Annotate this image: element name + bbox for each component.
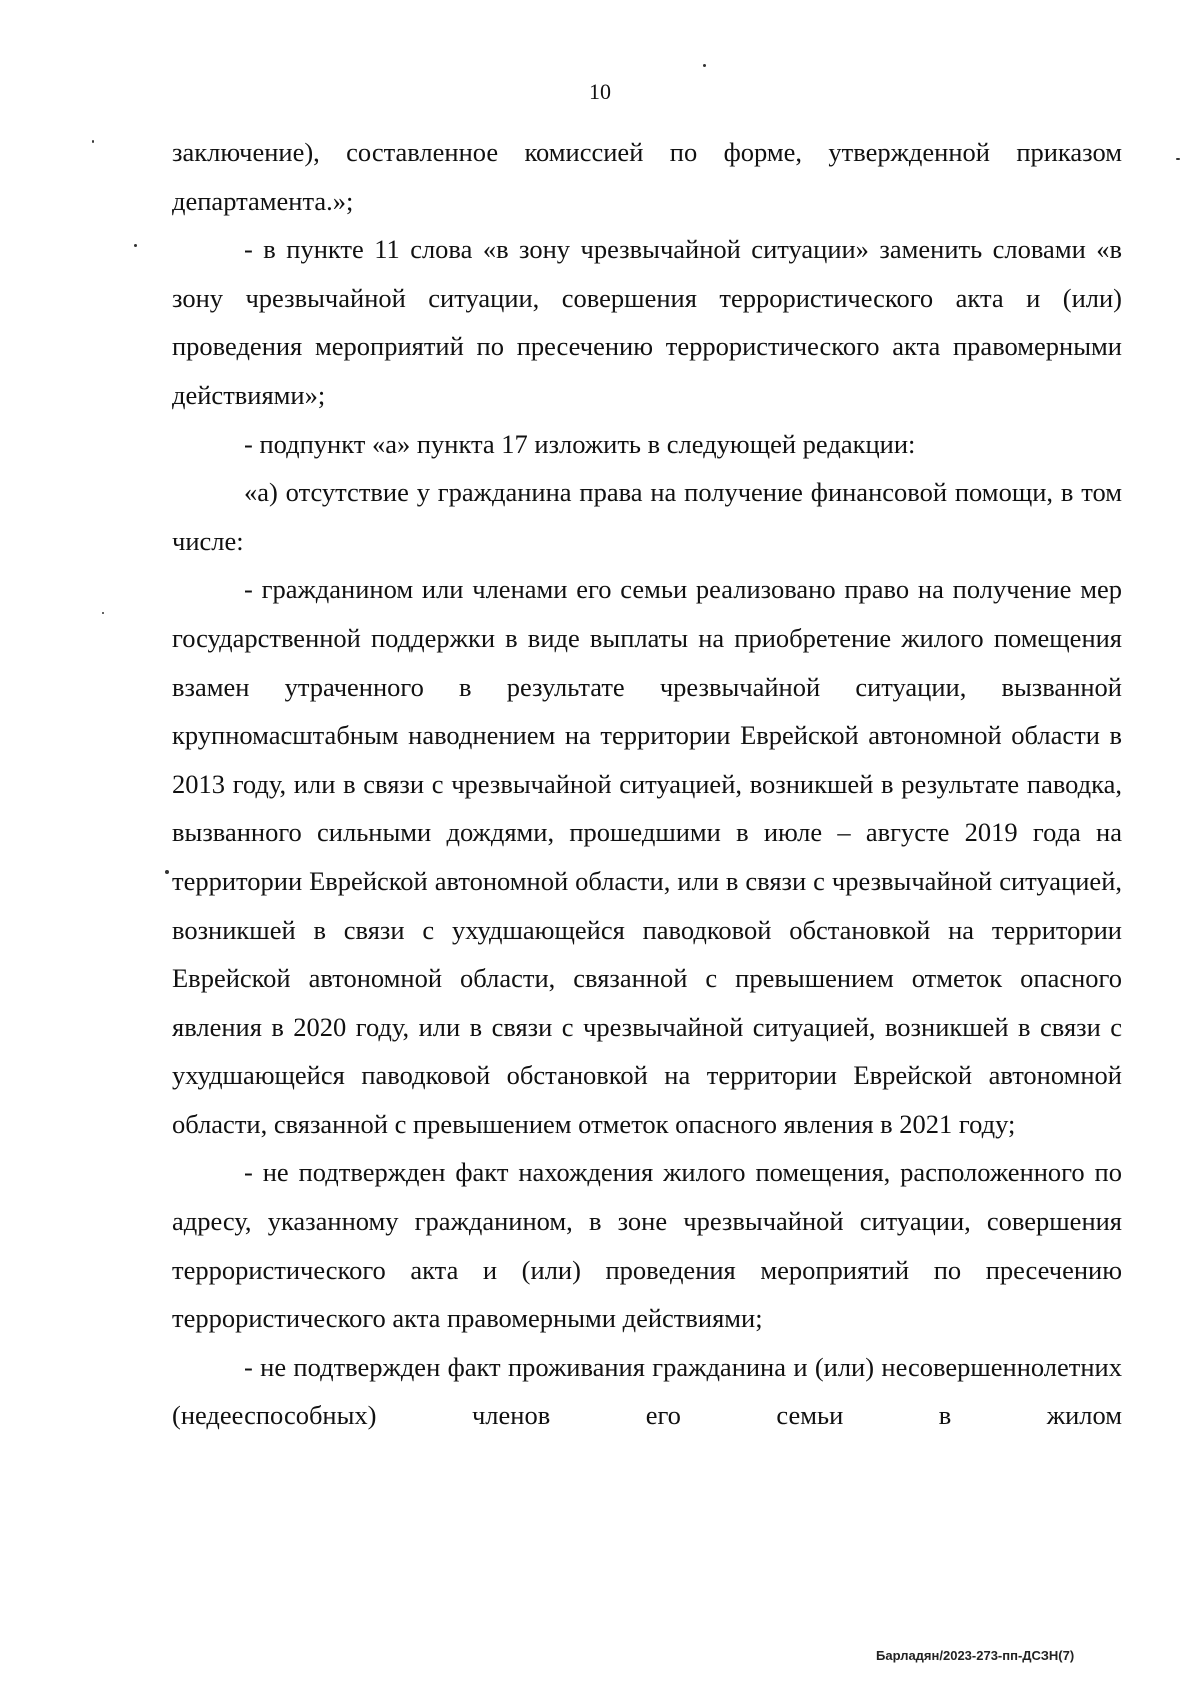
document-body <box>172 128 1122 1440</box>
scan-speck <box>165 870 169 874</box>
page-number: 10 <box>589 79 611 104</box>
scan-speck <box>703 64 706 67</box>
paragraph-prior-support-condition: - гражданином или членами его семьи реализовано право на получение мер государственной поддержки в виде выплаты на приобретение жилого помещения взамен утраченного в результате чрезвычайной ситуации, вызванной крупномасштабным наводнением на территории Еврейской автономной области в 2013 году, или в связи с чрезвычайной ситуацией, возникшей в результате паводка, вызванного сильными дождями, прошедшими в июле – августе 2019 года на территории Еврейской автономной области, или в связи с чрезвычайной ситуацией, возникшей в связи с ухудшающейся паводковой обстановкой на территории Еврейской автономной области, связанной с превышением отметок опасного явления в 2020 году, или в связи с чрезвычайной ситуацией, возникшей в связи с ухудшающейся паводковой обстановкой на территории Еврейской автономной области, связанной с превышением отметок опасного явления в 2021 году; <box>172 574 1122 1139</box>
document-code-footer: Барладян/2023-273-пп-ДСЗН(7) <box>876 1648 1075 1663</box>
paragraph-residence-not-confirmed: - не подтвержден факт проживания гражданина и (или) несовершеннолетних (недееспособных) членов его семьи в жилом <box>172 1351 1122 1431</box>
scan-speck <box>1176 158 1180 160</box>
paragraph-subitem-a-intro: - подпункт «а» пункта 17 изложить в следующей редакции: <box>244 428 916 459</box>
paragraph-item-11-amendment: - в пункте 11 слова «в зону чрезвычайной ситуации» заменить словами «в зону чрезвычайной ситуации, совершения террористического акта и (или) проведения мероприятий по пресечению террористического акта правомерными действиями»; <box>172 234 1122 410</box>
paragraph-subitem-a-text: «а) отсутствие у гражданина права на получение финансовой помощи, в том числе: <box>172 477 1122 556</box>
paragraph-location-not-confirmed: - не подтвержден факт нахождения жилого помещения, расположенного по адресу, указанному гражданином, в зоне чрезвычайной ситуации, совершения террористического акта и (или) проведения мероприятий по пресечению террористического акта правомерными действиями; <box>172 1157 1122 1334</box>
scan-speck <box>92 140 94 143</box>
scan-speck <box>102 612 104 614</box>
paragraph-conclusion-continued: заключение), составленное комиссией по форме, утвержденной приказом департамента.»; <box>172 137 1122 216</box>
scan-speck <box>134 244 137 247</box>
